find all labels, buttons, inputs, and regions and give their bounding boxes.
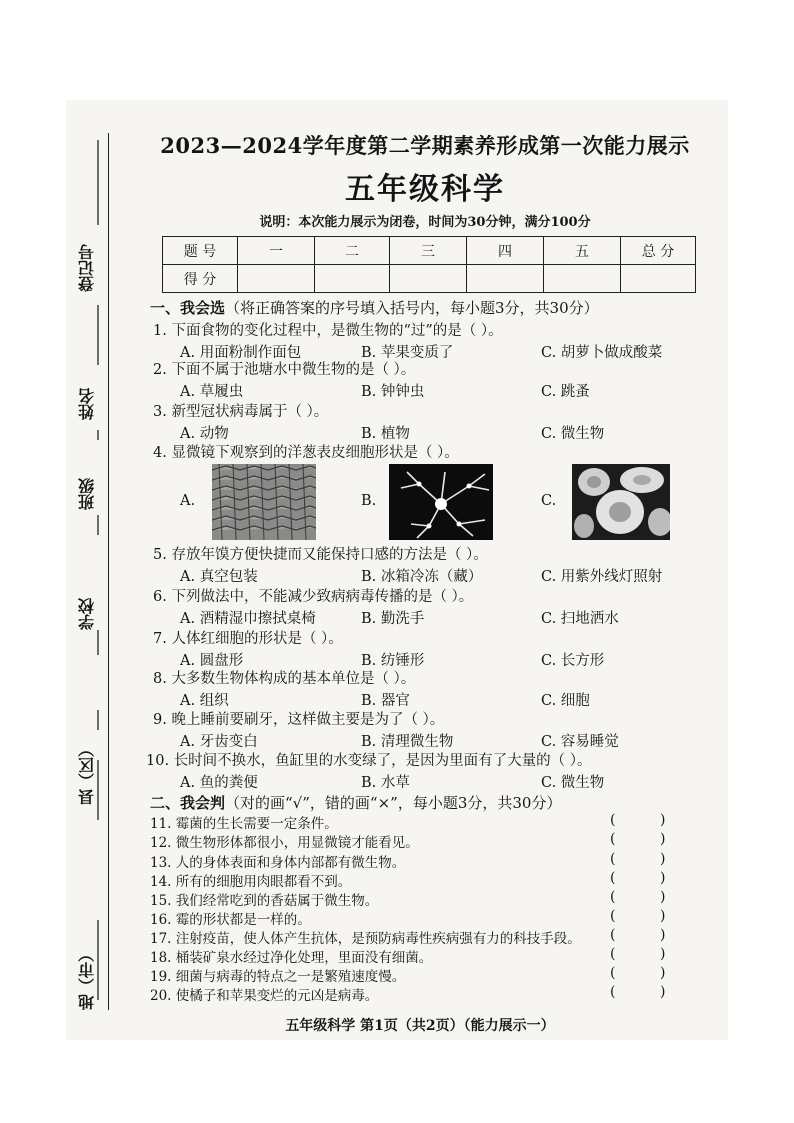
score-cell-label: 题 号 <box>163 237 238 265</box>
side-field-registration-label: 登记号 <box>77 244 97 292</box>
judge-item-18: 18. 桶装矿泉水经过净化处理，里面没有细菌。 <box>150 950 433 966</box>
score-table-score-row <box>163 265 696 293</box>
question-5: 5. 存放年馍方便快捷而又能保持口感的方法是（ ）。 <box>153 547 488 563</box>
q4-option-b[interactable]: B. <box>361 493 377 509</box>
answer-paren-13[interactable]: ( ) <box>610 851 666 867</box>
q4-option-a[interactable]: A. <box>180 493 196 509</box>
section1-instruction: （将正确答案的序号填入括号内，每小题3分，共30分） <box>225 299 599 317</box>
q1-option-b[interactable]: B. 苹果变质了 <box>361 345 454 361</box>
answer-paren-11[interactable]: ( ) <box>610 812 666 828</box>
side-field-blanks <box>70 130 104 1020</box>
question-3: 3. 新型冠状病毒属于（ ）。 <box>153 404 329 420</box>
q9-option-a[interactable]: A. 牙齿变白 <box>180 734 258 750</box>
q8-option-a[interactable]: A. 组织 <box>180 693 229 709</box>
side-field-county-label: 县（区） <box>77 741 97 805</box>
score-cell-1: 一 <box>238 237 315 265</box>
q4-option-c[interactable]: C. <box>541 493 557 509</box>
judge-item-11: 11. 霉菌的生长需要一定条件。 <box>150 816 338 832</box>
score-input-5[interactable] <box>544 265 621 293</box>
q6-option-a[interactable]: A. 酒精湿巾擦拭桌椅 <box>180 611 316 627</box>
q5-option-c[interactable]: C. 用紫外线灯照射 <box>541 569 663 585</box>
q2-option-a[interactable]: A. 草履虫 <box>180 384 244 400</box>
q3-option-c[interactable]: C. 微生物 <box>541 426 605 442</box>
judge-item-17: 17. 注射疫苗，使人体产生抗体，是预防病毒性疾病强有力的科技手段。 <box>150 931 581 947</box>
answer-paren-14[interactable]: ( ) <box>610 870 666 886</box>
answer-paren-20[interactable]: ( ) <box>610 984 666 1000</box>
question-8: 8. 大多数生物体构成的基本单位是（ ）。 <box>153 671 416 687</box>
judge-item-15: 15. 我们经常吃到的香菇属于微生物。 <box>150 893 379 909</box>
score-cell-4: 四 <box>467 237 544 265</box>
side-field-name-label: 姓名 <box>77 388 97 420</box>
onion-cell-image <box>212 464 316 540</box>
exam-note: 说明：本次能力展示为闭卷，时间为30分钟，满分100分 <box>259 215 591 230</box>
q10-option-b[interactable]: B. 水草 <box>361 775 410 791</box>
q10-option-a[interactable]: A. 鱼的粪便 <box>180 775 258 791</box>
answer-paren-18[interactable]: ( ) <box>610 946 666 962</box>
q7-option-c[interactable]: C. 长方形 <box>541 653 605 669</box>
q2-option-b[interactable]: B. 钟钟虫 <box>361 384 425 400</box>
score-input-2[interactable] <box>315 265 390 293</box>
question-2: 2. 下面不属于池塘水中微生物的是（ ）。 <box>153 362 416 378</box>
score-input-total[interactable] <box>621 265 696 293</box>
exam-title: 2023—2024学年度第二学期素养形成第一次能力展示 <box>160 133 690 158</box>
score-input-1[interactable] <box>238 265 315 293</box>
score-cell-total: 总 分 <box>621 237 696 265</box>
q6-option-b[interactable]: B. 勤洗手 <box>361 611 425 627</box>
q7-option-a[interactable]: A. 圆盘形 <box>180 653 244 669</box>
q6-option-c[interactable]: C. 扫地洒水 <box>541 611 619 627</box>
answer-paren-16[interactable]: ( ) <box>610 908 666 924</box>
section2-instruction: （对的画“√”，错的画“×”，每小题3分，共30分） <box>225 794 562 812</box>
q1-option-c[interactable]: C. 胡萝卜做成酸菜 <box>541 345 663 361</box>
binding-line <box>108 133 109 1010</box>
question-4: 4. 显微镜下观察到的洋葱表皮细胞形状是（ ）。 <box>153 445 459 461</box>
judge-item-16: 16. 霉的形状都是一样的。 <box>150 912 311 928</box>
section1-heading <box>150 297 599 318</box>
question-10: 10. 长时间不换水，鱼缸里的水变绿了，是因为里面有了大量的（ ）。 <box>146 753 592 769</box>
section2-title: 二、我会判 <box>150 794 226 812</box>
q3-option-b[interactable]: B. 植物 <box>361 426 410 442</box>
q8-option-b[interactable]: B. 器官 <box>361 693 410 709</box>
answer-paren-12[interactable]: ( ) <box>610 831 666 847</box>
question-1: 1. 下面食物的变化过程中，是微生物的“过”的是（ ）。 <box>153 323 503 339</box>
score-input-3[interactable] <box>390 265 467 293</box>
red-blood-cell-image <box>572 464 670 540</box>
judge-item-19: 19. 细菌与病毒的特点之一是繁殖速度慢。 <box>150 969 406 985</box>
answer-paren-17[interactable]: ( ) <box>610 927 666 943</box>
question-9: 9. 晚上睡前要刷牙，这样做主要是为了（ ）。 <box>153 712 445 728</box>
answer-paren-15[interactable]: ( ) <box>610 889 666 905</box>
score-row-label: 得 分 <box>163 265 238 293</box>
q7-option-b[interactable]: B. 纺锤形 <box>361 653 425 669</box>
score-input-4[interactable] <box>467 265 544 293</box>
q10-option-c[interactable]: C. 微生物 <box>541 775 605 791</box>
q9-option-c[interactable]: C. 容易睡觉 <box>541 734 619 750</box>
score-cell-5: 五 <box>544 237 621 265</box>
q2-option-c[interactable]: C. 跳蚤 <box>541 384 590 400</box>
answer-paren-19[interactable]: ( ) <box>610 965 666 981</box>
judge-item-20: 20. 使橘子和苹果变烂的元凶是病毒。 <box>150 988 379 1004</box>
judge-item-12: 12. 微生物形体都很小，用显微镜才能看见。 <box>150 835 419 851</box>
judge-item-14: 14. 所有的细胞用肉眼都看不到。 <box>150 874 352 890</box>
q5-option-b[interactable]: B. 冰箱冷冻（藏） <box>361 569 483 585</box>
q5-option-a[interactable]: A. 真空包装 <box>180 569 258 585</box>
score-cell-3: 三 <box>390 237 467 265</box>
judge-item-13: 13. 人的身体表面和身体内部都有微生物。 <box>150 855 406 871</box>
score-table <box>162 236 696 293</box>
side-field-city-label: 地（市） <box>77 946 97 1010</box>
section1-title: 一、我会选 <box>150 299 226 317</box>
page-footer: 五年级科学 第1页（共2页）（能力展示一） <box>285 1018 555 1034</box>
side-field-class-label: 班级 <box>77 478 97 510</box>
score-table-header-row <box>163 237 696 265</box>
q8-option-c[interactable]: C. 细胞 <box>541 693 590 709</box>
question-6: 6. 下列做法中，不能减少致病病毒传播的是（ ）。 <box>153 589 474 605</box>
section2-heading <box>150 792 561 813</box>
question-7: 7. 人体红细胞的形状是（ ）。 <box>153 631 343 647</box>
q9-option-b[interactable]: B. 清理微生物 <box>361 734 454 750</box>
score-cell-2: 二 <box>315 237 390 265</box>
q1-option-a[interactable]: A. 用面粉制作面包 <box>180 345 302 361</box>
q3-option-a[interactable]: A. 动物 <box>180 426 229 442</box>
subject-title: 五年级科学 <box>345 172 505 207</box>
side-field-school-label: 学校 <box>77 598 97 630</box>
nerve-cell-image <box>389 464 493 540</box>
